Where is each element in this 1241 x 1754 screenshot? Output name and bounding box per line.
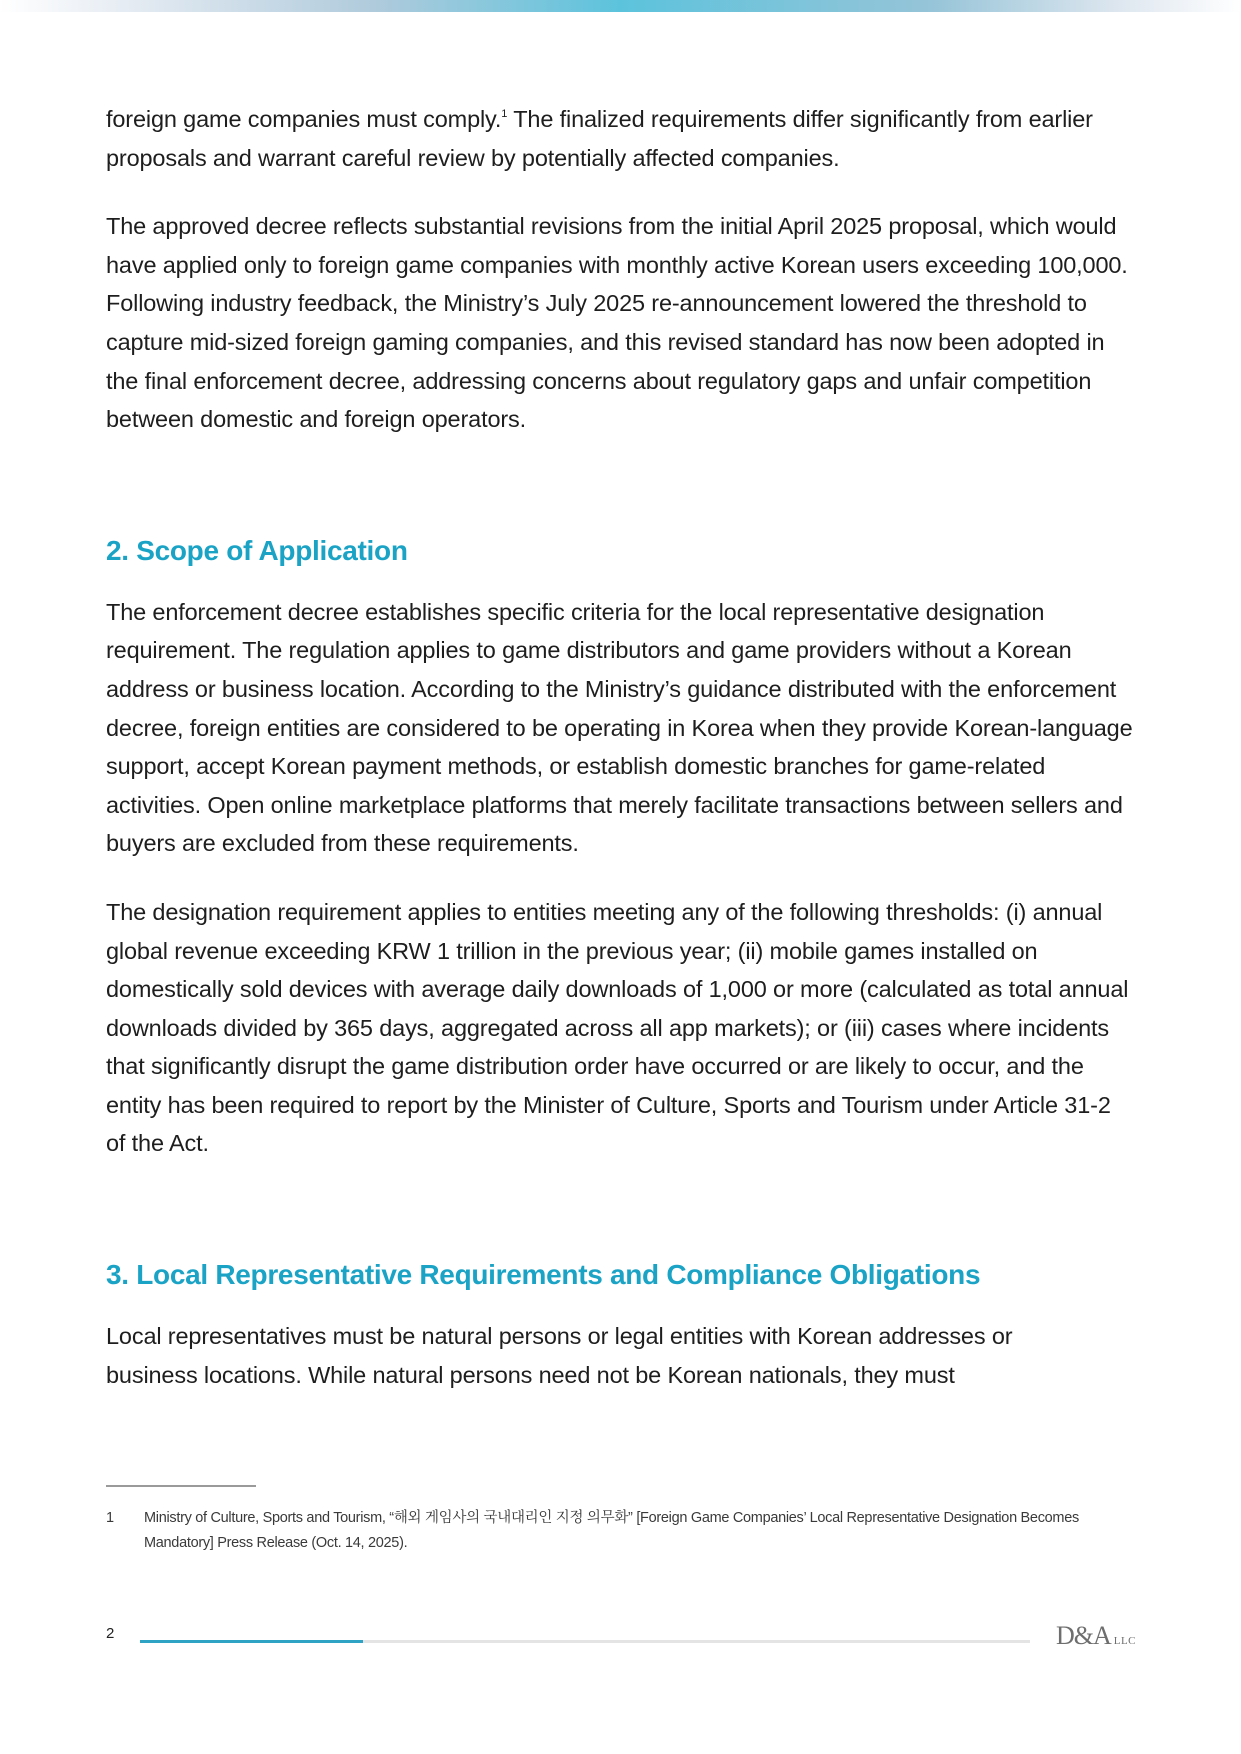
section-2-paragraph-2: The designation requirement applies to entities meeting any of the following thresholds: (i) annual global revenue exceeding KRW 1 trillion in the previous year; (ii) mobile games installed on domestically sold devices with average daily downloads of 1,000 or more (calculated as total annual downloads divided by 365 days, aggregated across all app markets); or (iii) cases where incidents that significantly disrupt the game distribution order have occurred or are likely to occur, and the entity has been required to report by the Minister of Culture, Sports and Tourism under Article 31-2 of the Act. (106, 898, 1129, 1157)
page-body (106, 100, 1136, 1394)
section-3-heading: 3. Local Representative Requirements and Compliance Obligations (106, 1259, 981, 1291)
footnote-reference[interactable]: 1 (501, 108, 508, 120)
logo-suffix: LLC (1113, 1635, 1136, 1647)
firm-logo (1056, 1621, 1136, 1651)
logo-main: D&A (1055, 1621, 1111, 1650)
intro-paragraph-1 (106, 100, 1136, 177)
intro-paragraph-1-text-a: foreign game companies must comply. (106, 106, 502, 132)
footnote-text: Ministry of Culture, Sports and Tourism, “해외 게임사의 국내대리인 지정 의무화” [Foreign Game Companies’ Local Representative Designation Becomes Mandatory] Press Release (Oct. 14, 2025). (144, 1510, 1079, 1551)
reading-progress-fill (140, 1640, 363, 1643)
section-2-heading: 2. Scope of Application (106, 534, 408, 566)
section-3-paragraph-1: Local representatives must be natural persons or legal entities with Korean addresses or business locations. While natural persons need not be Korean nationals, they must (106, 1323, 1013, 1388)
footnote-divider (106, 1485, 256, 1487)
page-footer (106, 1621, 1136, 1655)
page-number: 2 (106, 1625, 115, 1642)
footnote-1 (106, 1506, 1136, 1556)
header-gradient-band (0, 0, 1241, 12)
intro-paragraph-2: The approved decree reflects substantial revisions from the initial April 2025 proposal, which would have applied only to foreign game companies with monthly active Korean users exceeding 100,000. Following industry feedback, the Ministry’s July 2025 re-announcement lowered the threshold to capture mid-sized foreign gaming companies, and this revised standard has now been adopted in the final enforcement decree, addressing concerns about regulatory gaps and unfair competition between domestic and foreign operators. (106, 213, 1128, 433)
footnote-number: 1 (106, 1510, 114, 1526)
section-2-paragraph-1: The enforcement decree establishes specific criteria for the local representative designation requirement. The regulation applies to game distributors and game providers without a Korean address or business location. According to the Ministry’s guidance distributed with the enforcement decree, foreign entities are considered to be operating in Korea when they provide Korean-language support, accept Korean payment methods, or establish domestic branches for game-related activities. Open online marketplace platforms that merely facilitate transactions between sellers and buyers are excluded from these requirements. (106, 598, 1133, 857)
reading-progress-bar (140, 1640, 1030, 1643)
intro-paragraph-1-text-b: The finalized requirements differ significantly from earlier proposals and warrant careful review by potentially affected companies. (106, 106, 1093, 171)
